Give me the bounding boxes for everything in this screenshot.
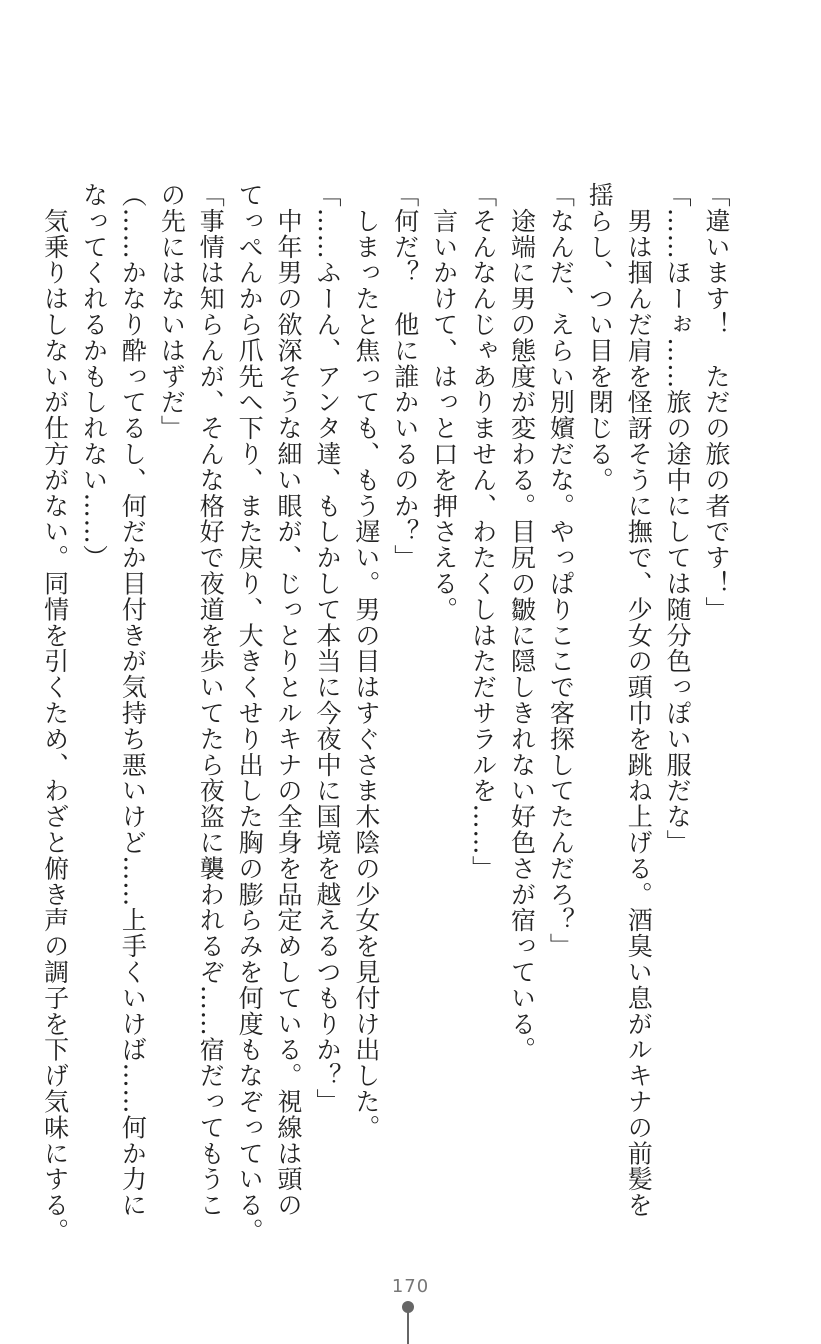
text-line: 「違います！ ただの旅の者です！」 (702, 182, 731, 623)
text-line: しまったと焦っても、もう遅い。男の目はすぐさま木陰の少女を見付け出した。 (351, 182, 381, 1141)
text-line: 言いかけて、はっと口を押さえる。 (429, 182, 459, 623)
text-line: 「そんなんじゃありません、わたくしはただサラルを……」 (468, 182, 498, 882)
text-line: 「事情は知らんが、そんな格好で夜道を歩いてたら夜盗に襲われるぞ……宿だってもうこ (196, 182, 226, 1218)
text-line: （……かなり酔ってるし、何だか目付きが気持ち悪いけど……上手くいけば……何か力に (118, 182, 148, 1218)
text-line: 「……ほーぉ……旅の途中にしては随分色っぽい服だな」 (663, 182, 693, 856)
text-line: 途端に男の態度が変わる。目尻の皺に隠しきれない好色さが宿っている。 (507, 182, 537, 1063)
text-line: の先にはないはずだ」 (157, 182, 187, 441)
text-line: てっぺんから爪先へ下り、また戻り、大きくせり出した胸の膨らみを何度もなぞっている。 (235, 182, 265, 1244)
text-line: 中年男の欲深そうな細い眼が、じっとりとルキナの全身を品定めしている。視線は頭の (274, 182, 304, 1218)
text-line: 「何だ？ 他に誰かいるのか？」 (390, 182, 420, 571)
page-number: 170 (391, 1276, 430, 1297)
text-line: 気乗りはしないが仕方がない。同情を引くため、わざと俯き声の調子を下げ気味にする。 (40, 182, 70, 1244)
text-line: 「……ふーん、アンタ達、もしかして本当に今夜中に国境を越えるつもりか？」 (312, 182, 342, 1115)
text-line: 揺らし、つい目を閉じる。 (585, 182, 615, 493)
text-line: 「なんだ、えらい別嬪だな。やっぱりここで客探してたんだろ？」 (546, 182, 576, 959)
text-line: 男は掴んだ肩を怪訝そうに撫で、少女の頭巾を跳ね上げる。酒臭い息がルキナの前髪を (624, 182, 654, 1218)
footer-line-ornament (407, 1312, 409, 1344)
novel-text-block (35, 182, 735, 1244)
text-line: なってくれるかもしれない……） (79, 182, 109, 571)
